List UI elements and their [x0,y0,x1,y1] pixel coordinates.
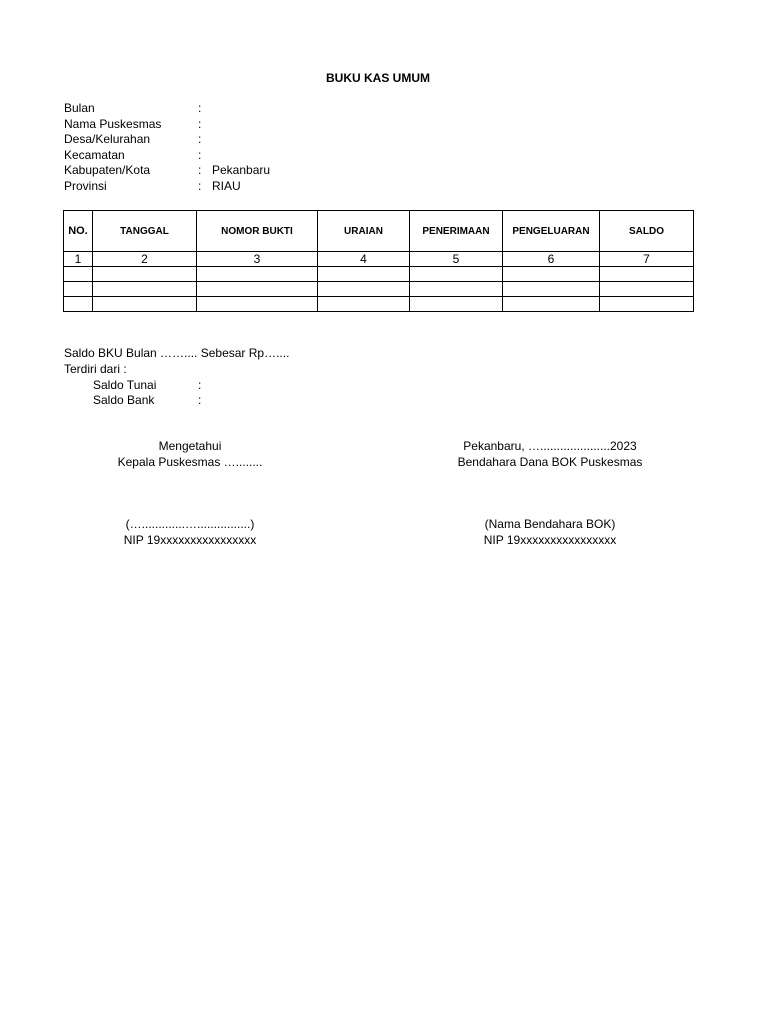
info-fields [64,101,270,195]
table-cell [318,267,410,282]
table-cell [93,297,197,312]
table-cell [64,282,93,297]
table-row [64,297,694,312]
info-label: Nama Puskesmas [64,116,162,131]
saldo-tunai-label: Saldo Tunai [93,377,157,392]
signature-left-nip: NIP 19xxxxxxxxxxxxxxxx [123,533,257,547]
info-colon: : [198,101,202,115]
info-value: RIAU [212,178,241,193]
signature-right-line2: Bendahara Dana BOK Puskesmas [457,455,643,469]
saldo-bank-colon: : [198,393,202,408]
table-cell [197,267,318,282]
table-cell [410,297,503,312]
info-row-bulan [64,101,270,117]
column-number: 5 [410,252,503,267]
saldo-tunai-colon: : [198,377,202,392]
info-colon: : [198,163,202,178]
column-number: 1 [64,252,93,267]
info-label: Desa/Kelurahan [64,132,151,147]
table-cell [64,267,93,282]
col-header-nomor-bukti: NOMOR BUKTI [197,211,318,252]
info-row-kecamatan [64,148,270,164]
table-number-row [64,252,694,267]
col-header-no: NO. [64,211,93,252]
signature-right-line1: Pekanbaru, ….....................2023 [463,439,637,453]
table-cell [197,282,318,297]
info-colon: : [198,116,202,131]
info-label: Provinsi [64,178,107,193]
table-cell [93,282,197,297]
saldo-bku-line: Saldo BKU Bulan …….... Sebesar Rp….... [64,346,290,360]
col-header-tanggal: TANGGAL [93,211,197,252]
table-header-row [64,211,694,252]
column-number: 2 [93,252,197,267]
table-cell [93,267,197,282]
info-row-kabupaten-kota [64,163,270,179]
table-cell [318,282,410,297]
info-label: Bulan [64,101,95,115]
col-header-penerimaan: PENERIMAAN [410,211,503,252]
saldo-bank-label: Saldo Bank [93,393,155,408]
saldo-summary [64,346,289,409]
table-row [64,267,694,282]
info-row-provinsi [64,179,270,195]
info-value: Pekanbaru [212,163,271,178]
info-colon: : [198,132,202,147]
signature-right-nip: NIP 19xxxxxxxxxxxxxxxx [483,533,617,547]
column-number: 6 [503,252,600,267]
table-cell [197,297,318,312]
info-colon: : [198,147,202,162]
saldo-bank-row [64,393,289,409]
table-row [64,282,694,297]
saldo-tunai-row [64,378,289,394]
terdiri-dari-label: Terdiri dari : [64,361,127,376]
table-cell [410,267,503,282]
table-cell [410,282,503,297]
signature-left-name: (….............…................) [125,517,255,531]
document-title: BUKU KAS UMUM [326,71,430,85]
column-number: 3 [197,252,318,267]
table-cell [503,282,600,297]
col-header-pengeluaran: PENGELUARAN [503,211,600,252]
info-row-nama-puskesmas [64,117,270,133]
table-cell [64,297,93,312]
col-header-uraian: URAIAN [318,211,410,252]
info-label: Kabupaten/Kota [64,163,151,178]
signature-left-line2: Kepala Puskesmas …........ [117,455,263,469]
column-number: 7 [600,252,694,267]
table-cell [503,267,600,282]
table-cell [318,297,410,312]
column-number: 4 [318,252,410,267]
signature-right-name: (Nama Bendahara BOK) [484,517,616,531]
table-cell [600,282,694,297]
bku-table [63,210,694,312]
info-colon: : [198,178,202,193]
signature-left-line1: Mengetahui [158,439,222,453]
table-cell [600,267,694,282]
info-label: Kecamatan [64,147,125,162]
table-cell [600,297,694,312]
info-row-desa-kelurahan [64,132,270,148]
table-cell [503,297,600,312]
col-header-saldo: SALDO [600,211,694,252]
